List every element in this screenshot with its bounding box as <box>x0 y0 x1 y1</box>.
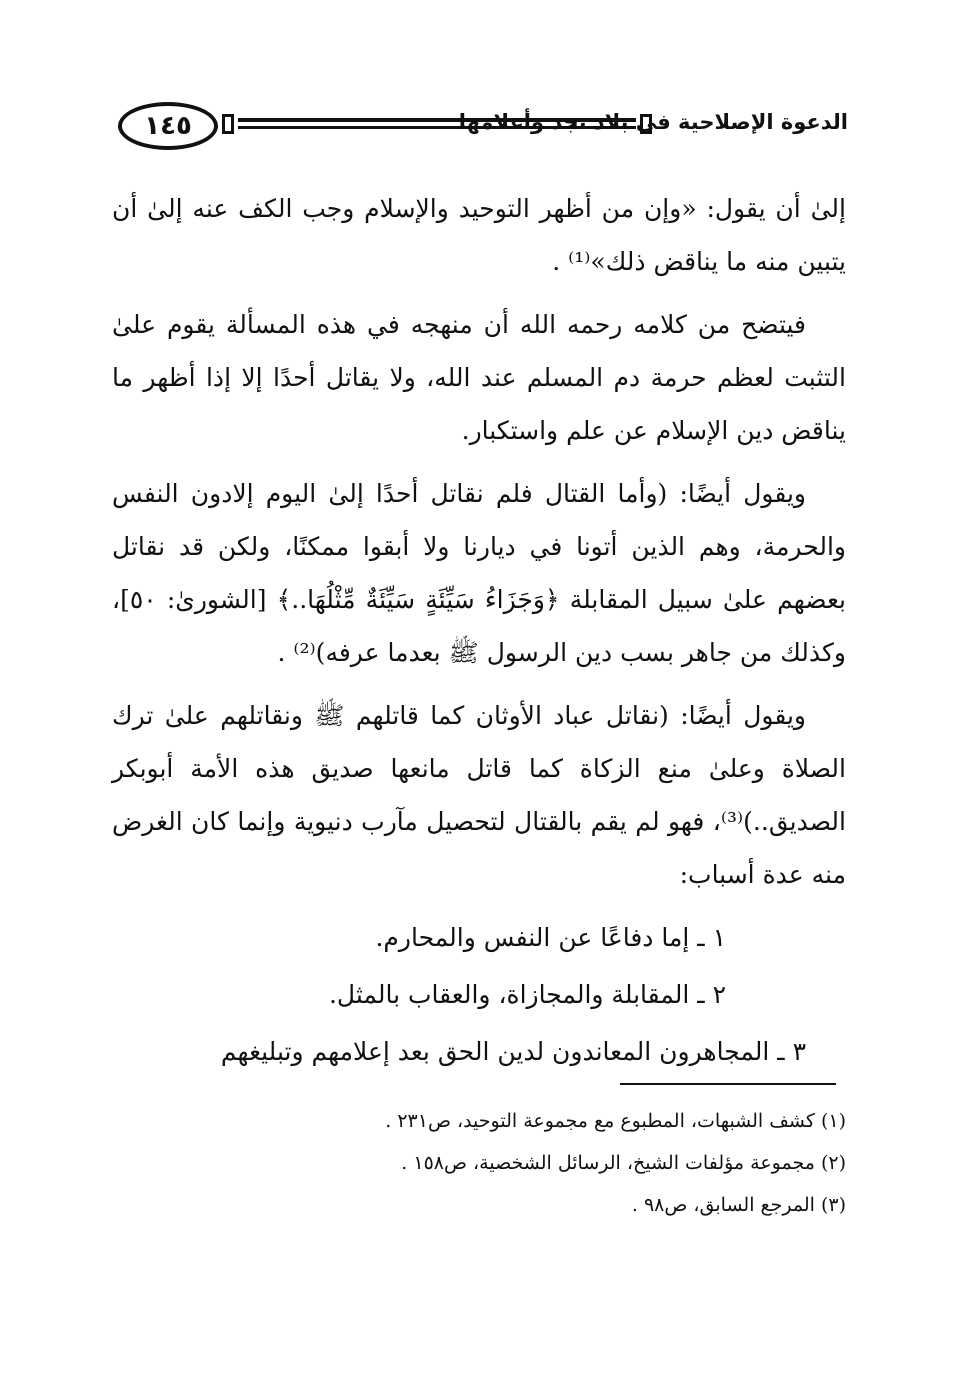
paragraph-4: ويقول أيضًا: (نقاتل عباد الأوثان كما قاتلهم ﷺ ونقاتلهم علىٰ ترك الصلاة وعلىٰ منع الزكاة كما قاتل مانعها صديق هذه الأمة أبوبكر الصديق..)⁽³⁾، فهو لم يقم بالقتال لتحصيل مآرب دنيوية وإنما كان الغرض منه عدة أسباب: <box>112 701 846 889</box>
footnote-separator <box>620 1083 836 1085</box>
page-header <box>118 98 848 160</box>
footnotes <box>112 1100 846 1226</box>
list-item-3: ٣ ـ المجاهرون المعاندون لدين الحق بعد إعلامهم وتبليغهم <box>220 1037 806 1066</box>
footnote-2: (٢) مجموعة مؤلفات الشيخ، الرسائل الشخصية، ص١٥٨ . <box>401 1152 846 1174</box>
list-item-1: ١ ـ إما دفاعًا عن النفس والمحارم. <box>375 923 726 952</box>
rule-cap-left <box>222 114 234 134</box>
paragraph-3: ويقول أيضًا: (وأما القتال فلم نقاتل أحدًا إلىٰ اليوم إلادون النفس والحرمة، وهم الذين أتونا في ديارنا ولا أبقوا ممكنًا، ولكن قد نقاتل بعضهم علىٰ سبيل المقابلة ﴿وَجَزَاءُ سَيِّئَةٍ سَيِّئَةٌ مِّثْلُهَا..﴾ [الشورىٰ: ٥٠]، وكذلك من جاهر بسب دين الرسول ﷺ بعدما عرفه)⁽²⁾ . <box>112 479 846 667</box>
paragraph-1: إلىٰ أن يقول: «وإن من أظهر التوحيد والإسلام وجب الكف عنه إلىٰ أن يتبين منه ما يناقض ذلك»⁽¹⁾ . <box>112 194 846 276</box>
running-title: الدعوة الإصلاحية في بلاد نجد وأعلامها <box>458 110 848 134</box>
footnote-3: (٣) المرجع السابق، ص٩٨ . <box>631 1194 846 1216</box>
list-item-2: ٢ ـ المقابلة والمجازاة، والعقاب بالمثل. <box>328 980 726 1009</box>
paragraph-2: فيتضح من كلامه رحمه الله أن منهجه في هذه المسألة يقوم علىٰ التثبت لعظم حرمة دم المسلم عند الله، ولا يقاتل أحدًا إلا إذا أظهر ما يناقض دين الإسلام عن علم واستكبار. <box>112 310 846 445</box>
page-number-badge: ١٤٥ <box>118 102 218 150</box>
footnote-1: (١) كشف الشبهات، المطبوع مع مجموعة التوحيد، ص٢٣١ . <box>385 1110 846 1132</box>
body-text <box>112 182 846 1088</box>
